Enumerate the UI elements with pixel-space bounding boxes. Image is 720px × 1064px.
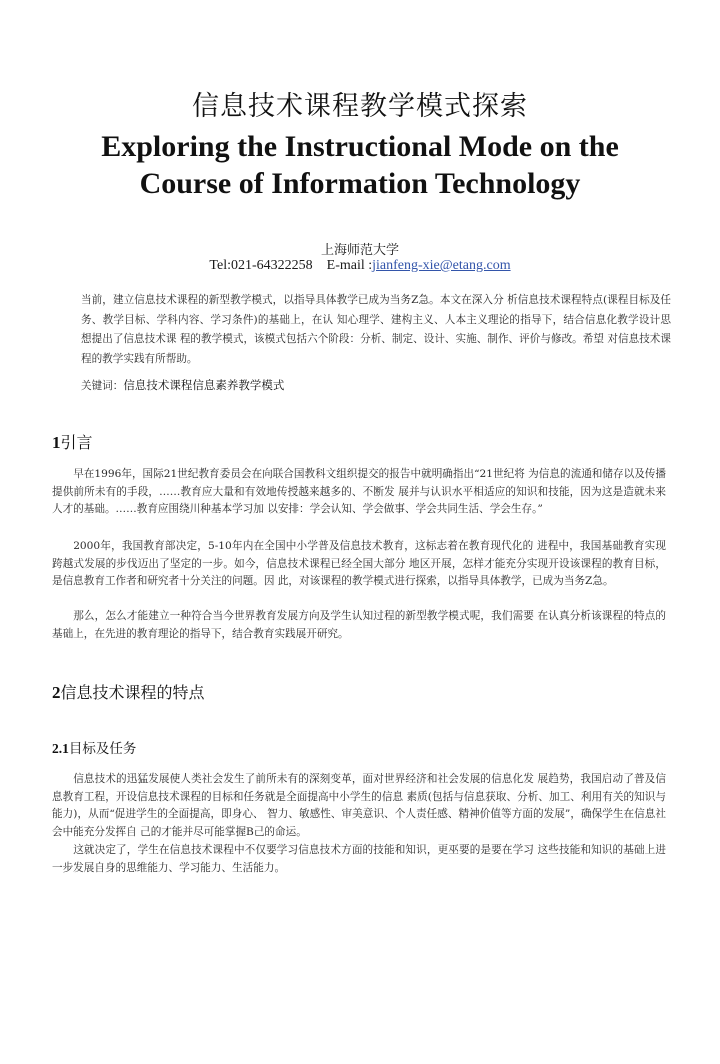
subsection-title: 目标及任务	[68, 741, 137, 757]
keywords	[81, 377, 671, 393]
section-number: 1	[52, 433, 61, 452]
section-number: 2	[52, 683, 61, 702]
abstract: 当前，建立信息技术课程的新型教学模式，以指导具体教学已成为当务Z急。本文在深入分 析信息技术课程特点(课程目标及任务、教学目标、学科内容、学习条件)的基础上，在认 知心理学、建构主义、人本主义理论的指导下，结合信息化教学设计思想提出了信息技术课 程的教学模式，该模式包括六个阶段：分析、制定、设计、实施、制作、评价与修改。希望 对信息技术课程的教学实践有所帮助。	[81, 294, 671, 365]
section-title: 引言	[60, 433, 93, 452]
paragraph: 信息技术的迅猛发展使人类社会发生了前所未有的深刻变革，面对世界经济和社会发展的信息化发 展趋势，我国启动了普及信息教育工程，开设信息技术课程的目标和任务就是全面提高中小学生的信息 素质(包括与信息获取、分析、加工、利用有关的知识与能力)，从而“促进学生的全面提高，即身心、 智力、敏感性、审美意识、个人责任感、精神价值等方面的发展”，确保学生在信息社会中能充分发挥自 己的才能并尽可能掌握B己的命运。	[52, 773, 666, 838]
telephone: Tel:021-64322258	[209, 258, 313, 273]
keywords-value: 信息技术课程信息素养教学模式	[123, 378, 285, 392]
email-label: E-mail :	[326, 258, 373, 273]
email-link[interactable]: jianfeng-xie@etang.com	[372, 258, 511, 273]
title-english: Exploring the Instructional Mode on the Course of Information Technology	[101, 130, 619, 200]
section-heading-features	[52, 680, 205, 703]
subsection-number: 2.1	[52, 741, 69, 756]
paragraph: 2000年，我国教育部决定，5-10年内在全国中小学普及信息技术教育，这标志着在教育现代化的 进程中，我国基础教育实现跨越式发展的步伐迈出了坚定的一步。如今，信息技术课程已经全国大部分 地区开展，怎样才能充分实现开设该课程的教育目标，是信息教育工作者和研究者十分关注的问题。因 此，对该课程的教学模式进行探索，以指导具体教学，已成为当务Z急。	[52, 540, 666, 588]
paragraph: 早在1996年，国际21世纪教育委员会在向联合国教科文组织提交的报告中就明确指出“21世纪将 为信息的流通和储存以及传播提供前所未有的手段，……教育应大量和有效地传授越来越多的、不断发 展并与认识水平相适应的知识和技能，因为这是造就未来人才的基础。……教育应围绕川种基本学习加 以安排：学会认知、学会做事、学会共同生活、学会生存。”	[52, 468, 666, 516]
author-affiliation: 上海师范大学	[320, 243, 399, 258]
section-heading-introduction	[52, 430, 93, 453]
section-title: 信息技术课程的特点	[60, 683, 205, 702]
contact-line	[0, 258, 720, 274]
subsection-heading-goals	[52, 737, 136, 757]
keywords-label: 关键词：	[81, 380, 124, 392]
paragraph: 那么，怎么才能建立一种符合当今世界教育发展方向及学生认知过程的新型教学模式呢，我们需要 在认真分析该课程的特点的基础上，在先进的教育理论的指导下，结合教育实践展开研究。	[52, 610, 666, 640]
paragraph: 这就决定了，学生在信息技术课程中不仅要学习信息技术方面的技能和知识，更巫要的是要在学习 这些技能和知识的基础上进一步发展自身的思维能力、学习能力、生活能力。	[52, 844, 666, 874]
title-chinese: 信息技术课程教学模式探索	[192, 91, 528, 122]
